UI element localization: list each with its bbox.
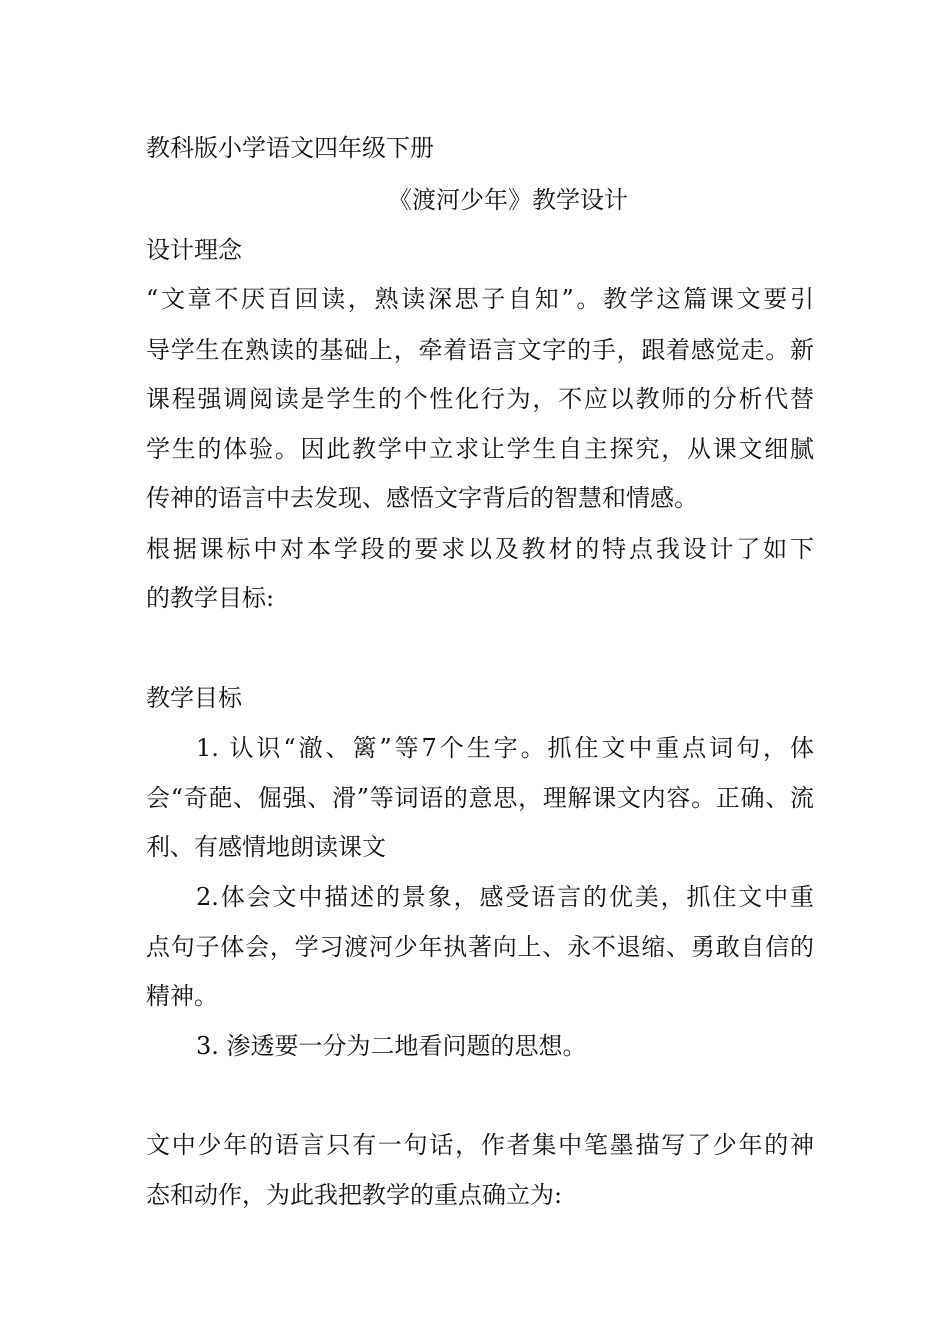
goal-line: 3. 渗透要一分为二地看问题的思想。 [196,1032,587,1060]
paragraph-line: 学生的体验。因此教学中立求让学生自主探究，从课文细腻 [146,435,814,463]
paragraph-line: 的教学目标: [146,584,275,612]
focus-line: 文中少年的语言只有一句话，作者集中笔墨描写了少年的神 [146,1131,814,1159]
document-header: 教科版小学语文四年级下册 [146,134,434,162]
paragraph-line: 传神的语言中去发现、感悟文字背后的智慧和情感。 [146,484,698,512]
section-heading-concept: 设计理念 [146,236,242,264]
goal-line: 会“奇葩、倔强、滑”等词语的意思，理解课文内容。正确、流 [146,784,814,812]
goal-line: 精神。 [146,982,218,1010]
document-title: 《渡河少年》教学设计 [388,186,628,214]
focus-line: 态和动作，为此我把教学的重点确立为: [146,1181,563,1209]
paragraph-line: 课程强调阅读是学生的个性化行为，不应以教师的分析代替 [146,385,814,413]
goal-line: 利、有感情地朗读课文 [146,833,386,861]
paragraph-line: 根据课标中对本学段的要求以及教材的特点我设计了如下 [146,535,814,563]
goal-line: 2.体会文中描述的景象，感受语言的优美，抓住文中重 [196,883,814,911]
goal-line: 1. 认识“澈、篱”等7个生字。抓住文中重点词句，体 [196,734,814,762]
paragraph-line: 导学生在熟读的基础上，牵着语言文字的手，跟着感觉走。新 [146,336,814,364]
goal-line: 点句子体会，学习渡河少年执著向上、永不退缩、勇敢自信的 [146,933,814,961]
paragraph-line: “文章不厌百回读，熟读深思子自知”。教学这篇课文要引 [146,285,814,313]
section-heading-goals: 教学目标 [146,684,242,712]
